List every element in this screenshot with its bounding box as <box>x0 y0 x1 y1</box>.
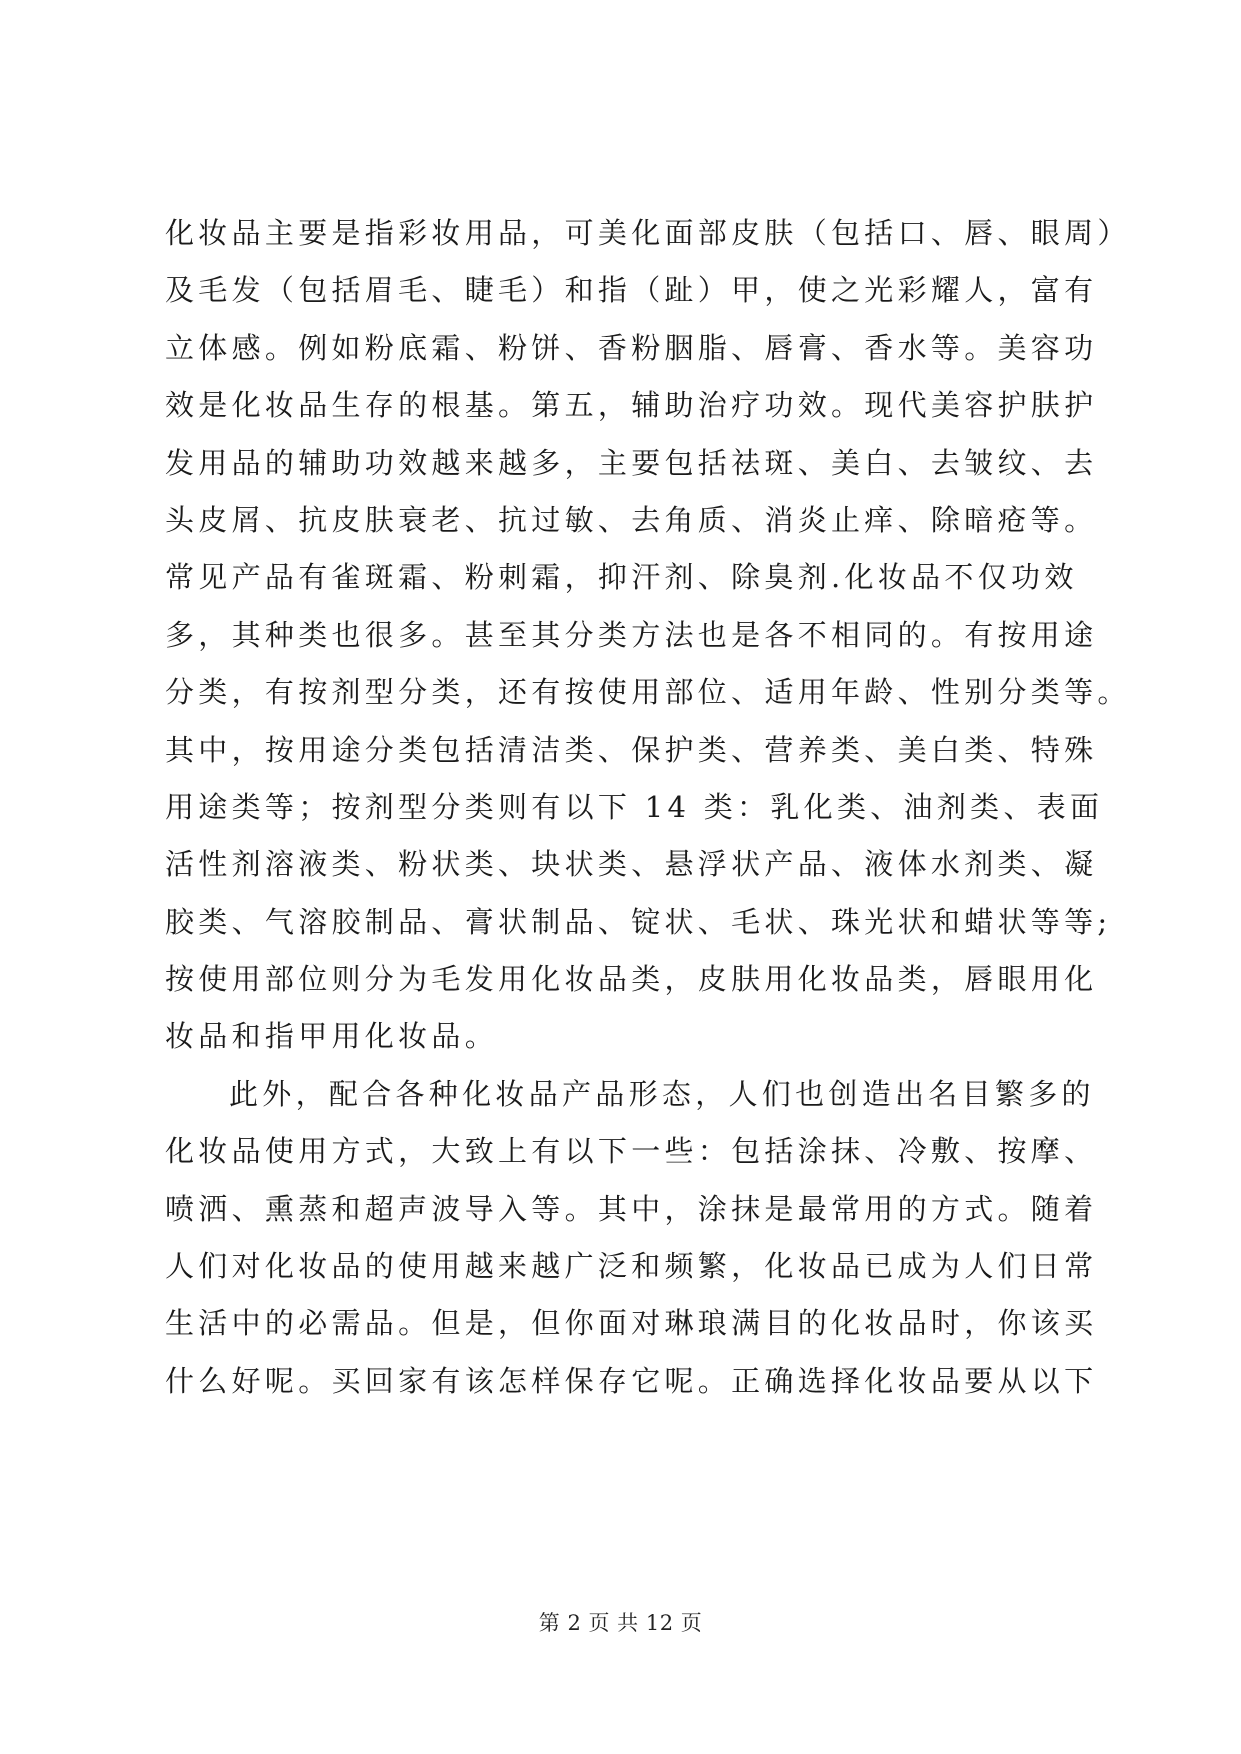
text-line: 妆品和指甲用化妆品。 <box>165 1019 499 1054</box>
text-line: 常见产品有雀斑霜、粉刺霜，抑汗剂、除臭剂.化妆品不仅功效 <box>165 560 1078 595</box>
text-line: 活性剂溶液类、粉状类、块状类、悬浮状产品、液体水剂类、凝 <box>165 847 1098 882</box>
text-line: 多，其种类也很多。甚至其分类方法也是各不相同的。有按用途 <box>165 617 1098 652</box>
text-line: 胶类、气溶胶制品、膏状制品、锭状、毛状、珠光状和蜡状等等; <box>165 904 1112 939</box>
text-line: 生活中的必需品。但是，但你面对琳琅满目的化妆品时，你该买 <box>165 1306 1098 1341</box>
page-number-footer: 第 2 页 共 12 页 <box>538 1611 703 1635</box>
text-line: 化妆品主要是指彩妆用品，可美化面部皮肤（包括口、唇、眼周） <box>165 216 1131 250</box>
text-line: 什么好呢。买回家有该怎样保存它呢。正确选择化妆品要从以下 <box>165 1363 1098 1398</box>
text-line: 按使用部位则分为毛发用化妆品类，皮肤用化妆品类，唇眼用化 <box>165 962 1098 997</box>
text-line: 喷洒、熏蒸和超声波导入等。其中，涂抹是最常用的方式。随着 <box>165 1191 1098 1226</box>
text-line: 用途类等；按剂型分类则有以下 14 类：乳化类、油剂类、表面 <box>165 789 1104 824</box>
text-line: 发用品的辅助功效越来越多，主要包括祛斑、美白、去皱纹、去 <box>165 445 1098 480</box>
text-line: 头皮屑、抗皮肤衰老、抗过敏、去角质、消炎止痒、除暗疮等。 <box>165 502 1098 537</box>
text-line: 效是化妆品生存的根基。第五，辅助治疗功效。现代美容护肤护 <box>165 388 1098 423</box>
body-text <box>165 205 1131 1410</box>
text-line: 及毛发（包括眉毛、睫毛）和指（趾）甲，使之光彩耀人，富有 <box>165 273 1098 308</box>
text-line: 化妆品使用方式，大致上有以下一些：包括涂抹、冷敷、按摩、 <box>165 1134 1098 1169</box>
paragraph-start-line: 此外，配合各种化妆品产品形态，人们也创造出名目繁多的 <box>229 1076 1095 1111</box>
text-line: 人们对化妆品的使用越来越广泛和频繁，化妆品已成为人们日常 <box>165 1249 1098 1284</box>
text-line: 其中，按用途分类包括清洁类、保护类、营养类、美白类、特殊 <box>165 732 1098 767</box>
text-line: 分类，有按剂型分类，还有按使用部位、适用年龄、性别分类等。 <box>165 675 1131 710</box>
text-line: 立体感。例如粉底霜、粉饼、香粉胭脂、唇膏、香水等。美容功 <box>165 330 1098 365</box>
